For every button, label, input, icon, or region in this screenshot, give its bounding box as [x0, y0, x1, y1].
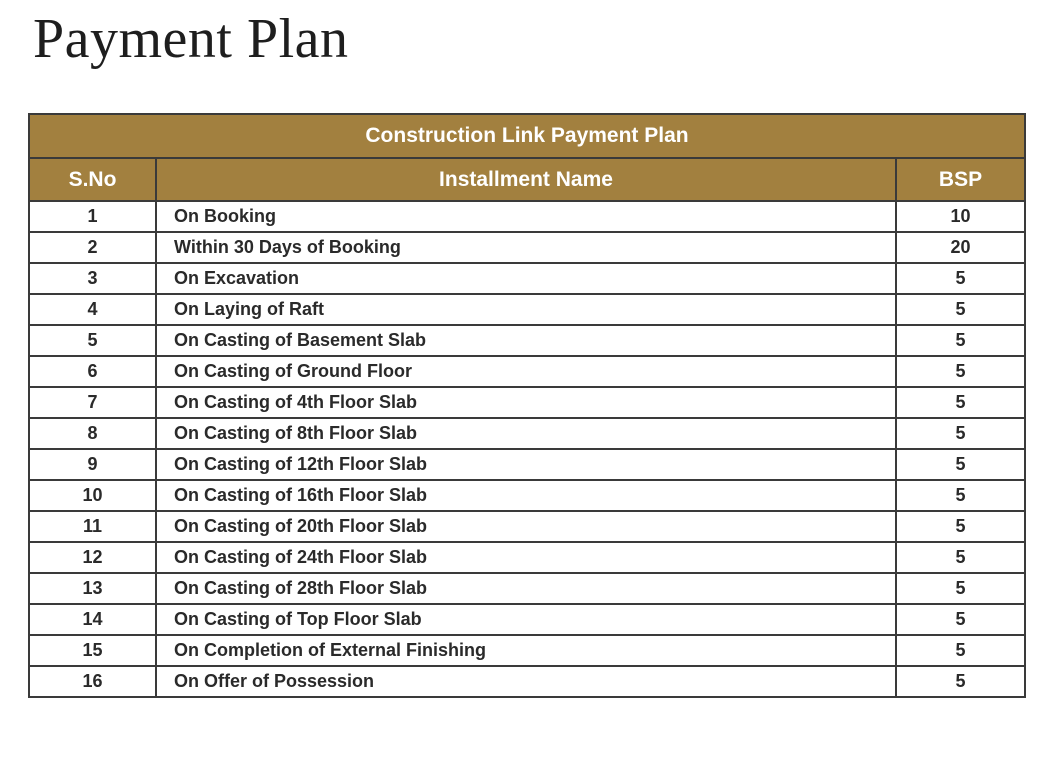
row-installment-name: On Casting of 12th Floor Slab — [156, 449, 896, 480]
row-sno: 13 — [29, 573, 156, 604]
row-sno: 9 — [29, 449, 156, 480]
table-row — [29, 666, 1025, 697]
row-sno: 8 — [29, 418, 156, 449]
row-bsp: 5 — [896, 666, 1025, 697]
row-sno: 4 — [29, 294, 156, 325]
table-row — [29, 480, 1025, 511]
row-sno: 5 — [29, 325, 156, 356]
row-sno: 3 — [29, 263, 156, 294]
row-sno: 14 — [29, 604, 156, 635]
row-sno: 1 — [29, 201, 156, 232]
table-row — [29, 356, 1025, 387]
row-sno: 6 — [29, 356, 156, 387]
row-sno: 10 — [29, 480, 156, 511]
table-caption-row — [29, 114, 1025, 158]
row-installment-name: On Casting of 16th Floor Slab — [156, 480, 896, 511]
row-installment-name: On Casting of Basement Slab — [156, 325, 896, 356]
table-row — [29, 263, 1025, 294]
row-installment-name: On Casting of 4th Floor Slab — [156, 387, 896, 418]
row-bsp: 5 — [896, 635, 1025, 666]
row-sno: 11 — [29, 511, 156, 542]
table-row — [29, 294, 1025, 325]
row-installment-name: On Casting of Top Floor Slab — [156, 604, 896, 635]
row-installment-name: On Casting of 20th Floor Slab — [156, 511, 896, 542]
row-installment-name: On Booking — [156, 201, 896, 232]
row-installment-name: On Casting of 24th Floor Slab — [156, 542, 896, 573]
table-row — [29, 604, 1025, 635]
table-row — [29, 232, 1025, 263]
row-bsp: 5 — [896, 480, 1025, 511]
row-bsp: 5 — [896, 449, 1025, 480]
row-bsp: 5 — [896, 418, 1025, 449]
row-installment-name: On Completion of External Finishing — [156, 635, 896, 666]
row-installment-name: On Excavation — [156, 263, 896, 294]
row-bsp: 5 — [896, 604, 1025, 635]
table-row — [29, 573, 1025, 604]
row-bsp: 10 — [896, 201, 1025, 232]
row-installment-name: On Offer of Possession — [156, 666, 896, 697]
table-row — [29, 387, 1025, 418]
row-sno: 15 — [29, 635, 156, 666]
row-bsp: 5 — [896, 263, 1025, 294]
row-installment-name: On Casting of 28th Floor Slab — [156, 573, 896, 604]
row-bsp: 5 — [896, 356, 1025, 387]
row-sno: 16 — [29, 666, 156, 697]
row-installment-name: Within 30 Days of Booking — [156, 232, 896, 263]
table-row — [29, 201, 1025, 232]
row-bsp: 20 — [896, 232, 1025, 263]
column-header-sno: S.No — [29, 158, 156, 201]
table-row — [29, 511, 1025, 542]
table-row — [29, 325, 1025, 356]
row-installment-name: On Casting of Ground Floor — [156, 356, 896, 387]
row-bsp: 5 — [896, 325, 1025, 356]
row-bsp: 5 — [896, 511, 1025, 542]
row-sno: 7 — [29, 387, 156, 418]
row-bsp: 5 — [896, 542, 1025, 573]
row-bsp: 5 — [896, 294, 1025, 325]
table-row — [29, 635, 1025, 666]
row-sno: 12 — [29, 542, 156, 573]
row-sno: 2 — [29, 232, 156, 263]
column-header-bsp: BSP — [896, 158, 1025, 201]
table-header-row — [29, 158, 1025, 201]
row-bsp: 5 — [896, 387, 1025, 418]
row-installment-name: On Laying of Raft — [156, 294, 896, 325]
table-caption: Construction Link Payment Plan — [29, 114, 1025, 158]
row-installment-name: On Casting of 8th Floor Slab — [156, 418, 896, 449]
table-row — [29, 449, 1025, 480]
table-row — [29, 542, 1025, 573]
column-header-installment-name: Installment Name — [156, 158, 896, 201]
page-title: Payment Plan — [33, 8, 349, 70]
table-row — [29, 418, 1025, 449]
row-bsp: 5 — [896, 573, 1025, 604]
payment-plan-table — [28, 113, 1026, 698]
